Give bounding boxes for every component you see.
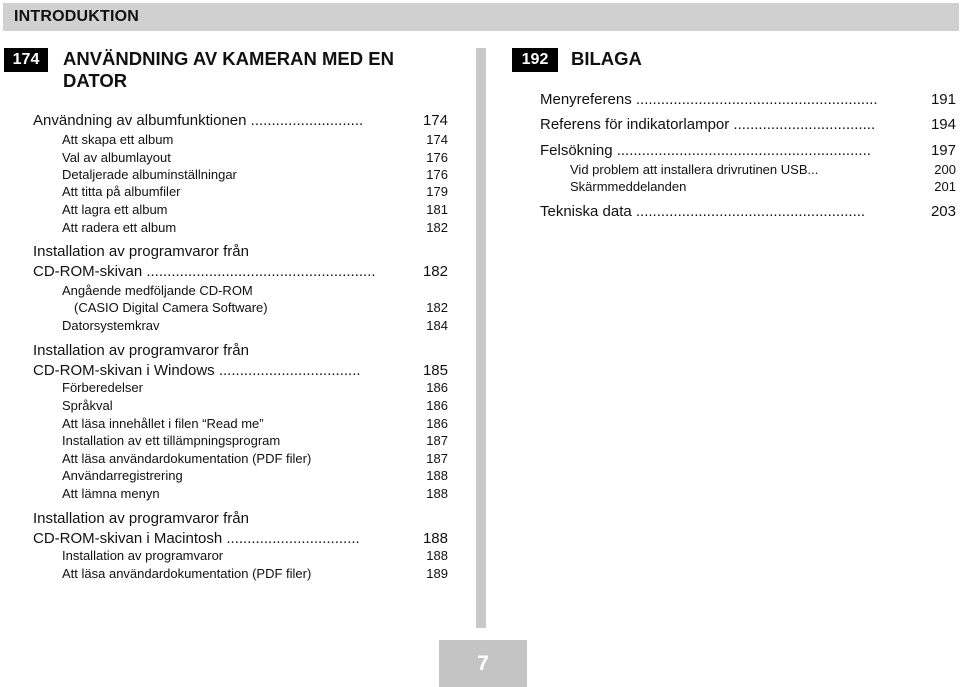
section-title: INTRODUKTION bbox=[14, 8, 140, 25]
chapter-number-badge-appendix: 192 bbox=[512, 48, 558, 72]
toc-page-number: 184 bbox=[426, 318, 448, 333]
toc-entry: Att radera ett album bbox=[62, 220, 177, 235]
toc-page-number: 187 bbox=[426, 433, 448, 448]
toc-page-number: 174 bbox=[426, 132, 448, 147]
toc-entry: Menyreferens .......................................................... bbox=[540, 91, 878, 108]
toc-page-number: 182 bbox=[426, 220, 448, 235]
toc-entry: Att läsa användardokumentation (PDF filer) bbox=[62, 566, 312, 581]
toc-page-number: 182 bbox=[426, 300, 448, 315]
toc-page-number: 186 bbox=[426, 398, 448, 413]
toc-entry: Att skapa ett album bbox=[62, 132, 174, 147]
toc-page-number: 188 bbox=[426, 548, 448, 563]
toc-page-number: 197 bbox=[930, 142, 956, 159]
toc-entry: CD-ROM-skivan i Windows .................................. bbox=[33, 362, 361, 379]
toc-page-number: 191 bbox=[930, 91, 956, 108]
toc-entry: Datorsystemkrav bbox=[62, 318, 160, 333]
toc-page-number: 188 bbox=[426, 486, 448, 501]
toc-entry: Tekniska data ....................................................... bbox=[540, 203, 866, 220]
toc-entry: Felsökning ............................................................. bbox=[540, 142, 871, 159]
toc-page-number: 185 bbox=[422, 362, 448, 379]
toc-entry: Installation av programvaror från bbox=[33, 243, 249, 260]
toc-page-number: 203 bbox=[930, 203, 956, 220]
toc-entry: Skärmmeddelanden bbox=[570, 179, 687, 194]
toc-page-number: 176 bbox=[426, 150, 448, 165]
chapter-title-line-2: DATOR bbox=[63, 70, 128, 91]
toc-page-number: 182 bbox=[422, 263, 448, 280]
toc-page-number: 194 bbox=[930, 116, 956, 133]
toc-page-number: 187 bbox=[426, 451, 448, 466]
toc-entry: Språkval bbox=[62, 398, 113, 413]
toc-entry: Vid problem att installera drivrutinen USB... bbox=[570, 162, 819, 177]
toc-page-number: 188 bbox=[426, 468, 448, 483]
toc-entry: Val av albumlayout bbox=[62, 150, 171, 165]
toc-entry: Detaljerade albuminställningar bbox=[62, 167, 237, 182]
toc-entry: Installation av programvaror från bbox=[33, 342, 249, 359]
chapter-title-line-1: ANVÄNDNING AV KAMERAN MED EN bbox=[63, 48, 394, 69]
toc-page-number: 186 bbox=[426, 380, 448, 395]
section-header-bar bbox=[3, 3, 959, 31]
chapter-title-appendix: BILAGA bbox=[571, 48, 642, 69]
toc-entry: Användarregistrering bbox=[62, 468, 183, 483]
toc-entry: CD-ROM-skivan ....................................................... bbox=[33, 263, 376, 280]
column-divider bbox=[476, 48, 486, 628]
toc-page-number: 201 bbox=[934, 179, 956, 194]
toc-entry: Installation av programvaror från bbox=[33, 510, 249, 527]
toc-entry: Referens för indikatorlampor .................................. bbox=[540, 116, 876, 133]
toc-entry: Att läsa användardokumentation (PDF filer) bbox=[62, 451, 312, 466]
toc-page-number: 200 bbox=[934, 162, 956, 177]
page-number: 7 bbox=[477, 651, 489, 675]
toc-entry: (CASIO Digital Camera Software) bbox=[74, 300, 268, 315]
toc-entry: CD-ROM-skivan i Macintosh ................................ bbox=[33, 530, 360, 547]
toc-entry: Att lagra ett album bbox=[62, 202, 168, 217]
toc-page-number: 179 bbox=[426, 184, 448, 199]
toc-entry: Att läsa innehållet i filen “Read me” bbox=[62, 416, 264, 431]
toc-entry: Installation av programvaror bbox=[62, 548, 224, 563]
toc-page-number: 174 bbox=[422, 112, 448, 129]
page-number-box bbox=[439, 640, 527, 687]
toc-entry: Att titta på albumfiler bbox=[62, 184, 181, 199]
toc-page-number: 189 bbox=[426, 566, 448, 581]
toc-entry: Att lämna menyn bbox=[62, 486, 160, 501]
toc-page-number: 176 bbox=[426, 167, 448, 182]
toc-entry: Installation av ett tillämpningsprogram bbox=[62, 433, 281, 448]
toc-entry: Angående medföljande CD-ROM bbox=[62, 283, 253, 298]
toc-entry: Förberedelser bbox=[62, 380, 143, 395]
toc-page-number: 181 bbox=[426, 202, 448, 217]
toc-page-number: 188 bbox=[422, 530, 448, 547]
chapter-number-badge: 174 bbox=[4, 48, 48, 72]
toc-entry: Användning av albumfunktionen ........................... bbox=[33, 112, 364, 129]
chapter-title bbox=[63, 48, 394, 92]
toc-page-number: 186 bbox=[426, 416, 448, 431]
